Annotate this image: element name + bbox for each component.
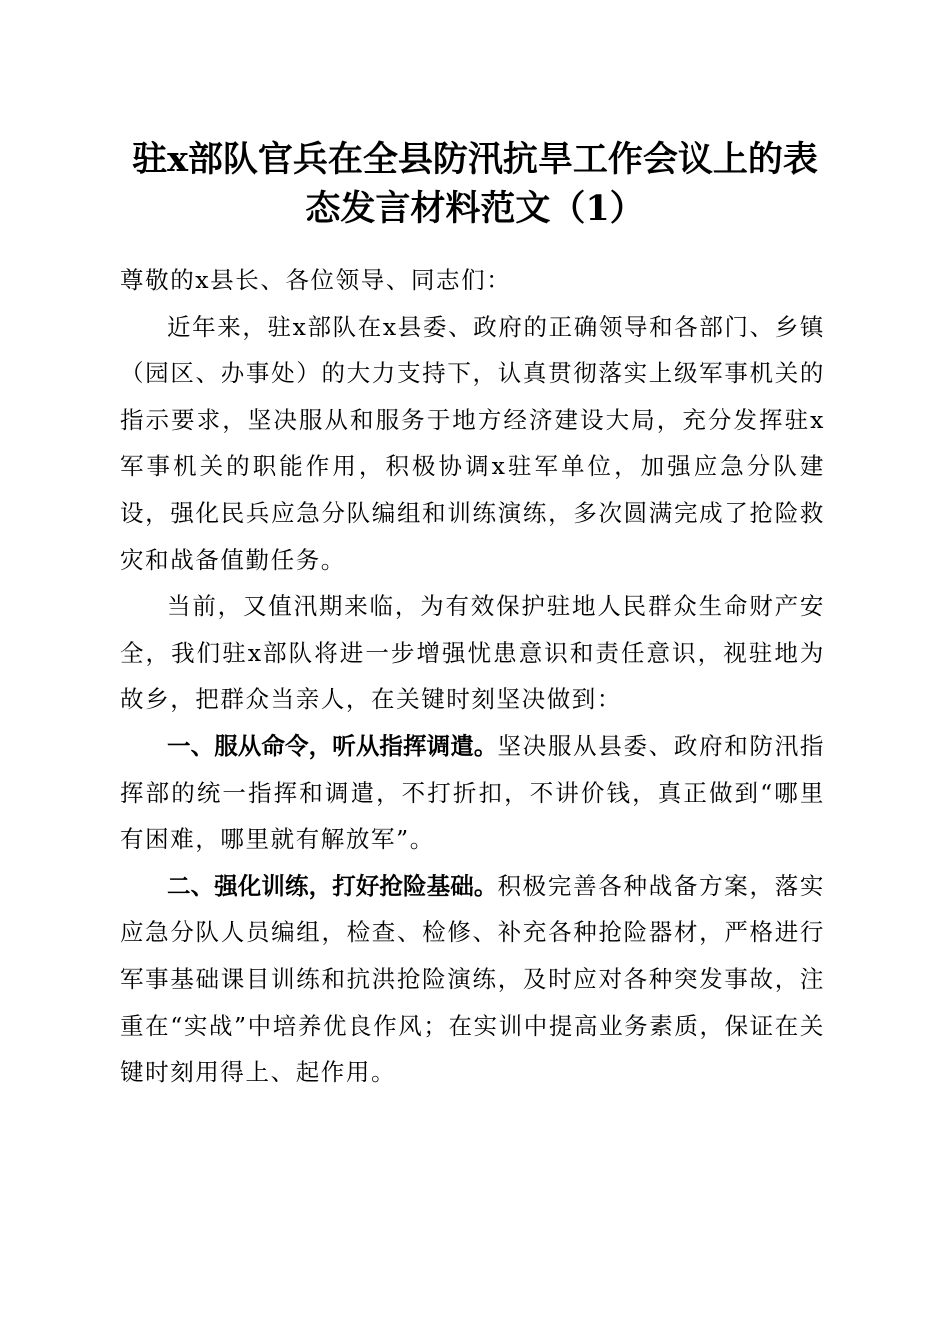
point-2-text: 积极完善各种战备方案，落实应急分队人员编组，检查、检修、补充各种抢险器材，严格进行军事基础课目训练和抗洪抢险演练，及时应对各种突发事故，注重在“实战”中培养优良作风；在实训中提高业务素质，保证在关键时刻用得上、起作用。 [120,871,825,1087]
point-1-text: 坚决服从县委、政府和防汛指挥部的统一指挥和调遣，不打折扣，不讲价钱，真正做到“哪里有困难，哪里就有解放军”。 [120,731,825,854]
salutation: 尊敬的x县长、各位领导、同志们： [120,266,512,294]
point-1-heading: 一、服从命令，听从指挥调遣。 [167,731,498,760]
title-line-2: 态发言材料范文（1） [305,188,645,229]
paragraph-intro: 近年来，驻x部队在x县委、政府的正确领导和各部门、乡镇（园区、办事处）的大力支持下，认真贯彻落实上级军事机关的指示要求，坚决服从和服务于地方经济建设大局，充分发挥驻x军事机关的职能作用，积极协调x驻军单位，加强应急分队建设，强化民兵应急分队编组和训练演练，多次圆满完成了抢险救灾和战备值勤任务。 [120,312,825,574]
paragraph-current: 当前，又值汛期来临，为有效保护驻地人民群众生命财产安全，我们驻x部队将进一步增强忧患意识和责任意识，视驻地为故乡，把群众当亲人，在关键时刻坚决做到： [120,592,825,714]
title-line-1: 驻x部队官兵在全县防汛抗旱工作会议上的表 [132,139,818,180]
point-2 [120,863,825,1096]
document-body [120,257,825,1096]
document-title [100,135,850,233]
point-2-heading: 二、强化训练，打好抢险基础。 [167,871,498,900]
point-1 [120,723,825,863]
